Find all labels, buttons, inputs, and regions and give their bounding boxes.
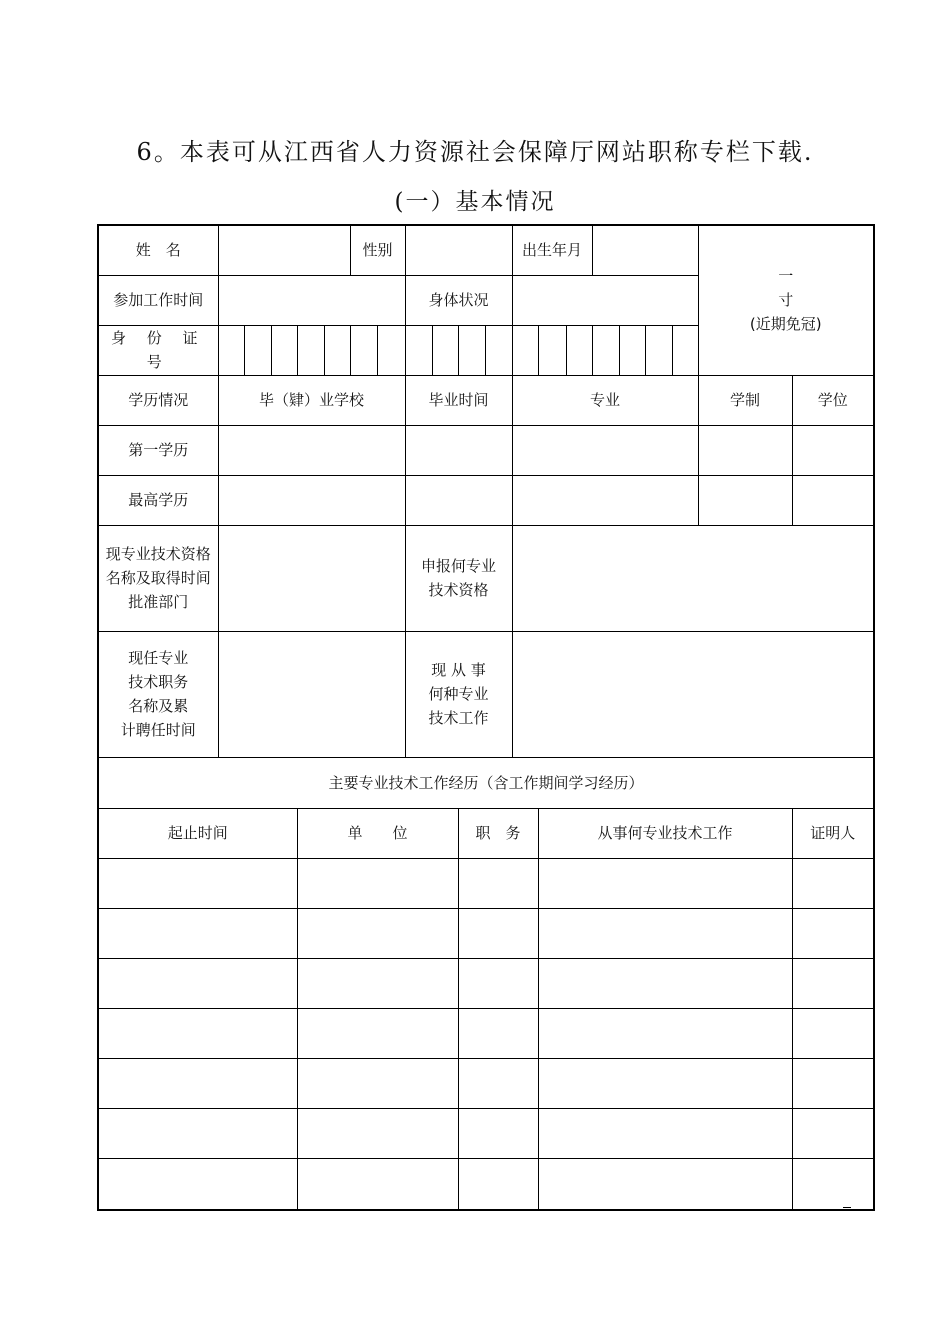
- table-row: [98, 908, 874, 958]
- unit-cell[interactable]: [297, 858, 458, 908]
- witness-cell[interactable]: [792, 908, 874, 958]
- id-digit-cell[interactable]: [592, 325, 619, 375]
- id-digit-cell[interactable]: [271, 325, 297, 375]
- witness-cell[interactable]: [792, 1108, 874, 1158]
- table-row: [98, 1108, 874, 1158]
- photo-line-3: (近期免冠): [749, 315, 822, 334]
- table-row: [98, 1158, 874, 1210]
- id-digit-cell[interactable]: [485, 325, 512, 375]
- current-qualification-line-2: 名称及取得时间: [105, 569, 211, 587]
- photo-placeholder: [698, 225, 874, 375]
- position-cell[interactable]: [458, 1158, 538, 1210]
- position-header: 职 务: [458, 808, 538, 858]
- health-label: 身体状况: [405, 275, 512, 325]
- period-cell[interactable]: [98, 1108, 297, 1158]
- work-type-cell[interactable]: [538, 1108, 792, 1158]
- id-digit-cell[interactable]: [512, 325, 538, 375]
- id-digit-cell[interactable]: [297, 325, 324, 375]
- position-cell[interactable]: [458, 858, 538, 908]
- highest-degree-major-field[interactable]: [512, 475, 698, 525]
- period-cell[interactable]: [98, 1058, 297, 1108]
- table-row: [98, 1008, 874, 1058]
- work-type-cell[interactable]: [538, 1058, 792, 1108]
- period-cell[interactable]: [98, 1158, 297, 1210]
- photo-line-2: 寸: [778, 291, 794, 310]
- id-digit-cell[interactable]: [405, 325, 432, 375]
- work-type-cell[interactable]: [538, 858, 792, 908]
- work-type-cell[interactable]: [538, 908, 792, 958]
- major-header: 专业: [512, 375, 698, 425]
- id-digit-cell[interactable]: [324, 325, 350, 375]
- current-work-label: [405, 631, 512, 757]
- period-cell[interactable]: [98, 908, 297, 958]
- period-cell[interactable]: [98, 1008, 297, 1058]
- position-cell[interactable]: [458, 908, 538, 958]
- id-digit-cell[interactable]: [672, 325, 698, 375]
- duration-header: 学制: [698, 375, 792, 425]
- witness-cell[interactable]: [792, 1008, 874, 1058]
- highest-degree-degree-field[interactable]: [792, 475, 874, 525]
- unit-cell[interactable]: [297, 1058, 458, 1108]
- witness-cell[interactable]: [792, 1158, 874, 1210]
- id-digit-cell[interactable]: [432, 325, 458, 375]
- first-degree-graduation-field[interactable]: [405, 425, 512, 475]
- photo-line-1: 一: [778, 267, 794, 286]
- education-label: 学历情况: [98, 375, 218, 425]
- highest-degree-label: 最高学历: [98, 475, 218, 525]
- name-label: 姓 名: [98, 225, 218, 275]
- first-degree-major-field[interactable]: [512, 425, 698, 475]
- position-cell[interactable]: [458, 958, 538, 1008]
- table-row: [98, 1058, 874, 1108]
- current-qualification-label: [98, 525, 218, 631]
- health-field[interactable]: [512, 275, 698, 325]
- position-cell[interactable]: [458, 1058, 538, 1108]
- id-digit-cell[interactable]: [244, 325, 271, 375]
- current-position-line-3: 名称及累: [128, 697, 189, 715]
- current-work-line-3: 技术工作: [428, 709, 489, 727]
- current-qualification-line-1: 现专业技术资格: [105, 545, 211, 563]
- school-header: 毕（肄）业学校: [218, 375, 405, 425]
- current-position-line-2: 技术职务: [128, 673, 189, 691]
- id-digit-cell[interactable]: [458, 325, 485, 375]
- unit-cell[interactable]: [297, 908, 458, 958]
- first-degree-duration-field[interactable]: [698, 425, 792, 475]
- current-work-line-2: 何种专业: [428, 685, 489, 703]
- period-header: 起止时间: [98, 808, 297, 858]
- work-type-cell[interactable]: [538, 1158, 792, 1210]
- form-note: 6。本表可从江西省人力资源社会保障厅网站职称专栏下载.: [136, 138, 814, 166]
- table-corner-mark: [843, 1207, 851, 1208]
- period-cell[interactable]: [98, 958, 297, 1008]
- witness-cell[interactable]: [792, 1058, 874, 1108]
- current-position-line-4: 计聘任时间: [120, 721, 196, 739]
- gender-field[interactable]: [405, 225, 512, 275]
- work-type-cell[interactable]: [538, 1008, 792, 1058]
- unit-cell[interactable]: [297, 958, 458, 1008]
- period-cell[interactable]: [98, 858, 297, 908]
- basic-info-form: [97, 224, 875, 1211]
- current-position-line-1: 现任专业: [128, 649, 189, 667]
- applied-qualification-line-1: 申报何专业: [421, 557, 497, 575]
- unit-cell[interactable]: [297, 1008, 458, 1058]
- first-degree-school-field[interactable]: [218, 425, 405, 475]
- id-digit-cell[interactable]: [566, 325, 592, 375]
- graduation-time-header: 毕业时间: [405, 375, 512, 425]
- witness-cell[interactable]: [792, 958, 874, 1008]
- id-number-label: 身 份 证 号: [98, 325, 218, 375]
- witness-header: 证明人: [792, 808, 874, 858]
- table-row: [98, 858, 874, 908]
- witness-cell[interactable]: [792, 858, 874, 908]
- current-qualification-field[interactable]: [218, 525, 405, 631]
- id-digit-cell[interactable]: [218, 325, 244, 375]
- applied-qualification-label: [405, 525, 512, 631]
- position-cell[interactable]: [458, 1008, 538, 1058]
- work-type-cell[interactable]: [538, 958, 792, 1008]
- highest-degree-graduation-field[interactable]: [405, 475, 512, 525]
- degree-header: 学位: [792, 375, 874, 425]
- current-position-field[interactable]: [218, 631, 405, 757]
- highest-degree-duration-field[interactable]: [698, 475, 792, 525]
- unit-header: 单 位: [297, 808, 458, 858]
- current-work-field[interactable]: [512, 631, 874, 757]
- id-digit-cell[interactable]: [377, 325, 405, 375]
- id-digit-cell[interactable]: [350, 325, 377, 375]
- work-start-field[interactable]: [218, 275, 405, 325]
- id-digit-cell[interactable]: [645, 325, 672, 375]
- birth-date-label: 出生年月: [512, 225, 592, 275]
- work-type-header: 从事何专业技术工作: [538, 808, 792, 858]
- current-position-label: [98, 631, 218, 757]
- id-digit-cell[interactable]: [619, 325, 645, 375]
- work-start-label: 参加工作时间: [98, 275, 218, 325]
- first-degree-degree-field[interactable]: [792, 425, 874, 475]
- current-work-line-1: 现 从 事: [431, 661, 486, 679]
- experience-section-title: 主要专业技术工作经历（含工作期间学习经历）: [98, 757, 874, 808]
- birth-date-field[interactable]: [592, 225, 698, 275]
- current-qualification-line-3: 批准部门: [128, 593, 189, 611]
- highest-degree-school-field[interactable]: [218, 475, 405, 525]
- id-digit-cell[interactable]: [538, 325, 566, 375]
- unit-cell[interactable]: [297, 1108, 458, 1158]
- gender-label: 性别: [350, 225, 405, 275]
- section-title: (一）基本情况: [394, 189, 556, 215]
- name-field[interactable]: [218, 225, 350, 275]
- applied-qualification-field[interactable]: [512, 525, 874, 631]
- unit-cell[interactable]: [297, 1158, 458, 1210]
- first-degree-label: 第一学历: [98, 425, 218, 475]
- table-row: [98, 958, 874, 1008]
- applied-qualification-line-2: 技术资格: [428, 581, 489, 599]
- position-cell[interactable]: [458, 1108, 538, 1158]
